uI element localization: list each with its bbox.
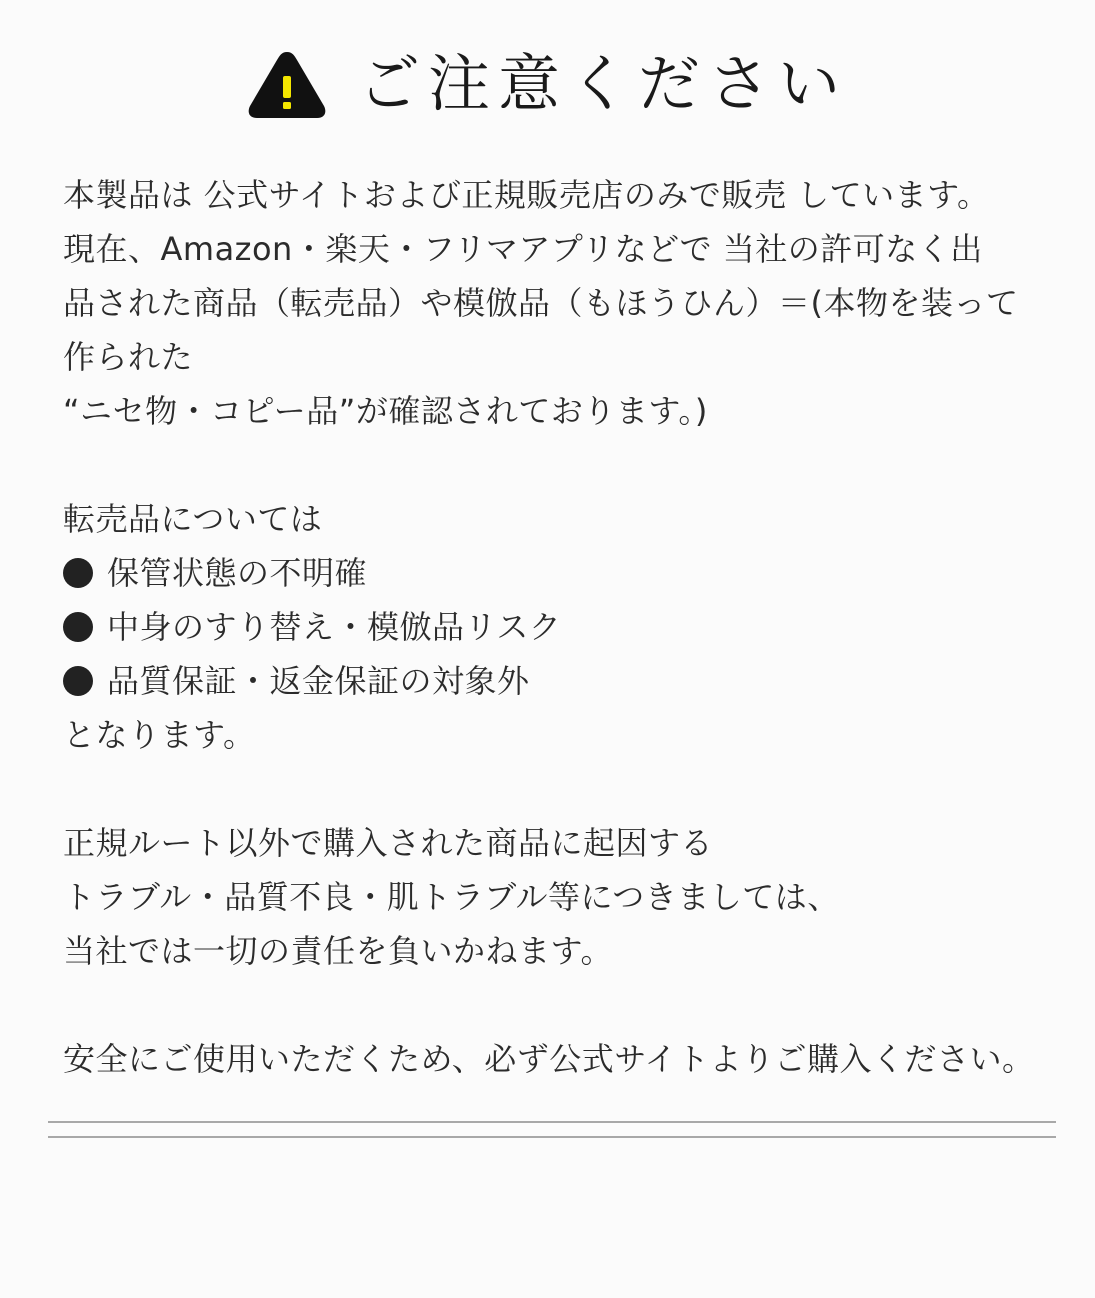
bullet-item <box>63 546 1063 600</box>
paragraph-line: “ニセ物・コピー品”が確認されております。) <box>63 392 708 430</box>
paragraph-line: 作られた <box>63 338 194 376</box>
spacer <box>63 438 1063 492</box>
bullet-text: 中身のすり替え・模倣品リスク <box>107 608 562 646</box>
bullet-text: 保管状態の不明確 <box>107 554 368 592</box>
notice-body <box>63 168 1063 1086</box>
paragraph-line: 正規ルート以外で購入された商品に起因する <box>63 824 714 862</box>
divider <box>48 1121 1056 1123</box>
paragraph-line: 当社では一切の責任を負いかねます。 <box>63 932 613 970</box>
paragraph-line: トラブル・品質不良・肌トラブル等につきましては、 <box>63 878 840 916</box>
paragraph-line: 現在、Amazon・楽天・フリマアプリなどで 当社の許可なく出 <box>63 230 983 268</box>
notice-heading <box>0 44 1095 124</box>
resale-outro: となります。 <box>63 716 256 754</box>
bullet-icon <box>63 558 93 588</box>
spacer <box>63 762 1063 816</box>
resale-intro: 転売品については <box>63 500 323 538</box>
bullet-item <box>63 654 1063 708</box>
bullet-icon <box>63 612 93 642</box>
warning-icon <box>246 48 328 122</box>
spacer <box>63 978 1063 1032</box>
bullet-item <box>63 600 1063 654</box>
divider <box>48 1136 1056 1138</box>
paragraph-line: 品された商品（転売品）や模倣品（もほうひん）＝(本物を装って <box>63 284 1019 322</box>
bullet-text: 品質保証・返金保証の対象外 <box>107 662 530 700</box>
closing-line: 安全にご使用いただくため、必ず公式サイトよりご購入ください。 <box>63 1040 1035 1078</box>
bullet-icon <box>63 666 93 696</box>
page-title: ご注意ください <box>358 47 849 120</box>
paragraph-line: 本製品は 公式サイトおよび正規販売店のみで販売 しています。 <box>63 176 990 214</box>
